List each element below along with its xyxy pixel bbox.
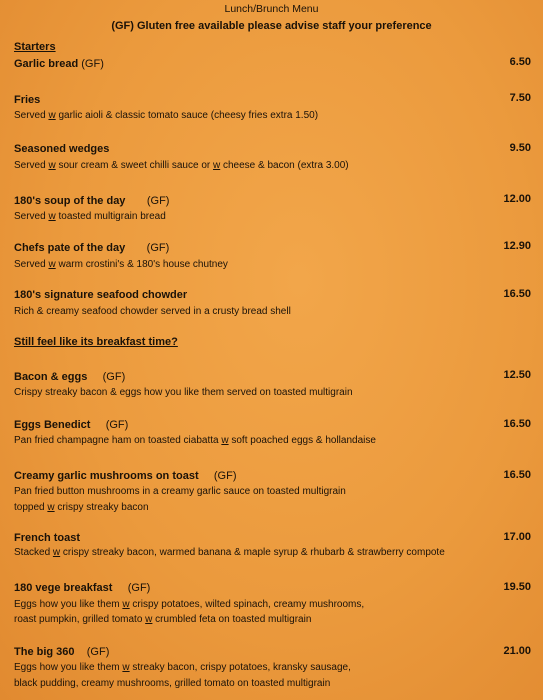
menu-item-description: Crispy streaky bacon & eggs how you like them served on toasted multigrain	[14, 387, 353, 398]
menu-item-name: Fries	[14, 94, 41, 106]
menu-item-description: Pan fried button mushrooms in a creamy garlic sauce on toasted multigrain	[14, 486, 346, 497]
gf-badge: (GF)	[86, 646, 110, 658]
menu-item-price: 6.50	[509, 56, 531, 68]
gluten-free-note: (GF) Gluten free available please advise staff your preference	[111, 20, 432, 32]
menu-item-name: Seasoned wedges	[14, 143, 110, 155]
menu-item-description: Eggs how you like them w crispy potatoes, wilted spinach, creamy mushrooms,	[14, 599, 365, 610]
menu-item-price: 7.50	[509, 92, 531, 104]
menu-item-description: Pan fried champagne ham on toasted ciabatta w soft poached eggs & hollandaise	[14, 435, 376, 446]
menu-item-description: topped w crispy streaky bacon	[14, 502, 149, 513]
menu-item-price: 16.50	[503, 418, 531, 430]
menu-item-price: 12.00	[503, 193, 531, 205]
menu-item-description: Stacked w crispy streaky bacon, warmed banana & maple syrup & rhubarb & strawberry compote	[14, 547, 445, 558]
menu-item-name: Creamy garlic mushrooms on toast (GF)	[14, 470, 237, 482]
menu-item-description: Rich & creamy seafood chowder served in a crusty bread shell	[14, 306, 291, 317]
menu-item-description: Served w toasted multigrain bread	[14, 211, 166, 222]
menu-item-name: French toast	[14, 532, 81, 544]
menu-item-name: Eggs Benedict (GF)	[14, 419, 129, 431]
menu-item-price: 12.90	[503, 240, 531, 252]
menu-item-name: Bacon & eggs (GF)	[14, 371, 126, 383]
gf-badge: (GF)	[105, 419, 129, 431]
menu-item-price: 16.50	[503, 288, 531, 300]
menu-item-name: The big 360 (GF)	[14, 646, 110, 658]
menu-item-description: Served w garlic aioli & classic tomato sauce (cheesy fries extra 1.50)	[14, 110, 319, 121]
gf-badge: (GF)	[146, 242, 170, 254]
menu-item-name: Chefs pate of the day (GF)	[14, 242, 170, 254]
menu-item-description: roast pumpkin, grilled tomato w crumbled feta on toasted multigrain	[14, 614, 312, 625]
menu-item-description: Served w warm crostini's & 180's house chutney	[14, 259, 228, 270]
gf-badge: (GF)	[146, 195, 170, 207]
menu-item-price: 16.50	[503, 469, 531, 481]
menu-item-name: Garlic bread (GF)	[14, 58, 104, 70]
gf-badge: (GF)	[127, 582, 151, 594]
menu-item-price: 17.00	[503, 531, 531, 543]
gf-badge: (GF)	[213, 470, 237, 482]
menu-item-price: 19.50	[503, 581, 531, 593]
section-title-breakfast: Still feel like its breakfast time?	[14, 336, 178, 348]
menu-item-name: 180's soup of the day (GF)	[14, 195, 170, 207]
menu-title: Lunch/Brunch Menu	[224, 3, 319, 15]
gf-badge: (GF)	[102, 371, 126, 383]
menu-item-description: Eggs how you like them w streaky bacon, crispy potatoes, kransky sausage,	[14, 662, 351, 673]
section-title-starters: Starters	[14, 41, 56, 53]
menu-item-name: 180 vege breakfast (GF)	[14, 582, 151, 594]
menu-item-price: 12.50	[503, 369, 531, 381]
menu-item-description: Served w sour cream & sweet chilli sauce or w cheese & bacon (extra 3.00)	[14, 160, 349, 171]
menu-item-description: black pudding, creamy mushrooms, grilled tomato on toasted multigrain	[14, 678, 331, 689]
menu-item-price: 9.50	[509, 142, 531, 154]
gf-badge: (GF)	[81, 58, 104, 70]
menu-item-price: 21.00	[503, 645, 531, 657]
menu-item-name: 180's signature seafood chowder	[14, 289, 188, 301]
